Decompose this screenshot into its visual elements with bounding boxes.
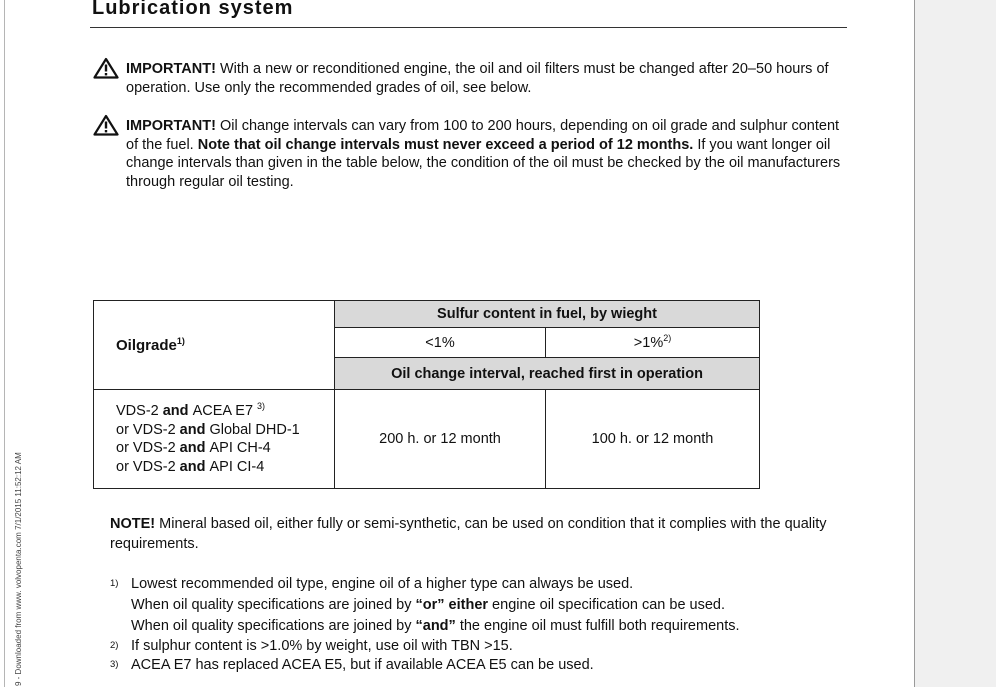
warning-oil-change-intervals (126, 117, 846, 191)
note-text: Mineral based oil, either fully or semi-synthetic, can be used on condition that it complies with the quality requirements. (110, 516, 827, 552)
footnote-marker: 1) (110, 578, 119, 589)
warning-label: IMPORTANT! (126, 118, 216, 134)
oil-grade-row: or VDS-2 and Global DHD-1 (116, 421, 300, 438)
interval-high-sulfur: 100 h. or 12 month (546, 390, 760, 489)
title-divider (90, 27, 847, 28)
download-side-note: 9 - Downloaded from www. volvopenta.com 7/1/2015 11:52:12 AM (14, 452, 23, 686)
oil-grade-row: VDS-2 and ACEA E7 $^{3)}$ (116, 401, 266, 419)
footnote-text: If sulphur content is >1.0% by weight, use oil with TBN >15. (131, 638, 513, 654)
sulfur-low-header: <1% (335, 328, 546, 358)
sulfur-content-header: Sulfur content in fuel, by wieght (335, 301, 760, 328)
footnote-marker: 2) (110, 640, 119, 651)
warning-triangle-icon (93, 57, 119, 79)
sulfur-high-header: >1%$^{2)}$ (546, 328, 760, 358)
note-label: NOTE! (110, 516, 156, 532)
warning-text: If you want longer oil change intervals than given in the table below, the condition of the oil must be checked by the oil manufacturers through regular oil testing. (126, 136, 841, 190)
oil-grade-list (94, 390, 335, 489)
page-title: Lubrication system (92, 0, 294, 19)
page-left-rule (4, 0, 5, 687)
footnote-text: Lowest recommended oil type, engine oil of a higher type can always be used. (131, 576, 634, 592)
oilgrade-header: Oilgrade$^{1)}$ (94, 301, 335, 390)
document-page: 9 - Downloaded from www. volvopenta.com 7/1/2015 11:52:12 AM Lubrication system IMPORTANT! With a new or reconditioned engine, the oil and oil filters must be changed after 20–50 hours of operation. Use only the recommended grades of oil, see below. IMPORTANT! Oil change intervals can vary from 100 to 200 hours, depending on oil grade and sulphur content of the fuel. Note that oil change intervals must never exceed a period of 12 months. If you want longer oil change intervals than given in the table below, the condition of the oil must be checked by the oil manufacturers through regular oil testing. Oilgrade$^{1)}$ Sulfur content in fuel, by wieght <1% >1%$^{2)}$ Oil change interval, reached first in operation VDS-2 and ACEA E7 $^{3)}$ or VDS-2 and Global DHD-1 or VDS-2 and API CH-4 or VDS-2 and API CI-4 200 h. or 12 month 100 h. or 12 month NOTE! Mineral based oil, either fully or semi-synthetic, can be used on condition that it complies with the quality requirements. 1) Lowest recommended oil type, engine oil of a higher type can always be used. When oil quality specifications are joined by “or” either engine oil specification can be used. When oil quality specifications are joined by “and” the engine oil must fulfill both requirements. 2) If sulphur content is >1.0% by weight, use oil with TBN >15. 3) ACEA E7 has replaced ACEA E5, but if available ACEA E5 can be used. (0, 0, 915, 687)
oil-grade-row: or VDS-2 and API CI-4 (116, 458, 265, 475)
footnote-marker: 3) (110, 659, 119, 670)
oil-grade-row: or VDS-2 and API CH-4 (116, 440, 271, 456)
note-paragraph (110, 515, 830, 554)
warning-text-bold: Note that oil change intervals must never exceed a period of 12 months. (197, 136, 694, 153)
interval-header: Oil change interval, reached first in operation (335, 358, 760, 390)
warning-label: IMPORTANT! (126, 61, 216, 77)
warning-triangle-icon (93, 114, 119, 136)
oil-grade-table (93, 300, 760, 489)
warning-text: With a new or reconditioned engine, the oil and oil filters must be changed after 20–50 hours of operation. Use only the recommended grades of oil, see below. (126, 61, 829, 96)
warning-text: Oil change intervals can vary from 100 to 200 hours, depending on oil grade and sulphur content of the fuel. (126, 118, 840, 153)
interval-low-sulfur: 200 h. or 12 month (335, 390, 546, 489)
warning-new-engine (126, 60, 846, 97)
footnote-text: ACEA E7 has replaced ACEA E5, but if available ACEA E5 can be used. (131, 657, 594, 673)
